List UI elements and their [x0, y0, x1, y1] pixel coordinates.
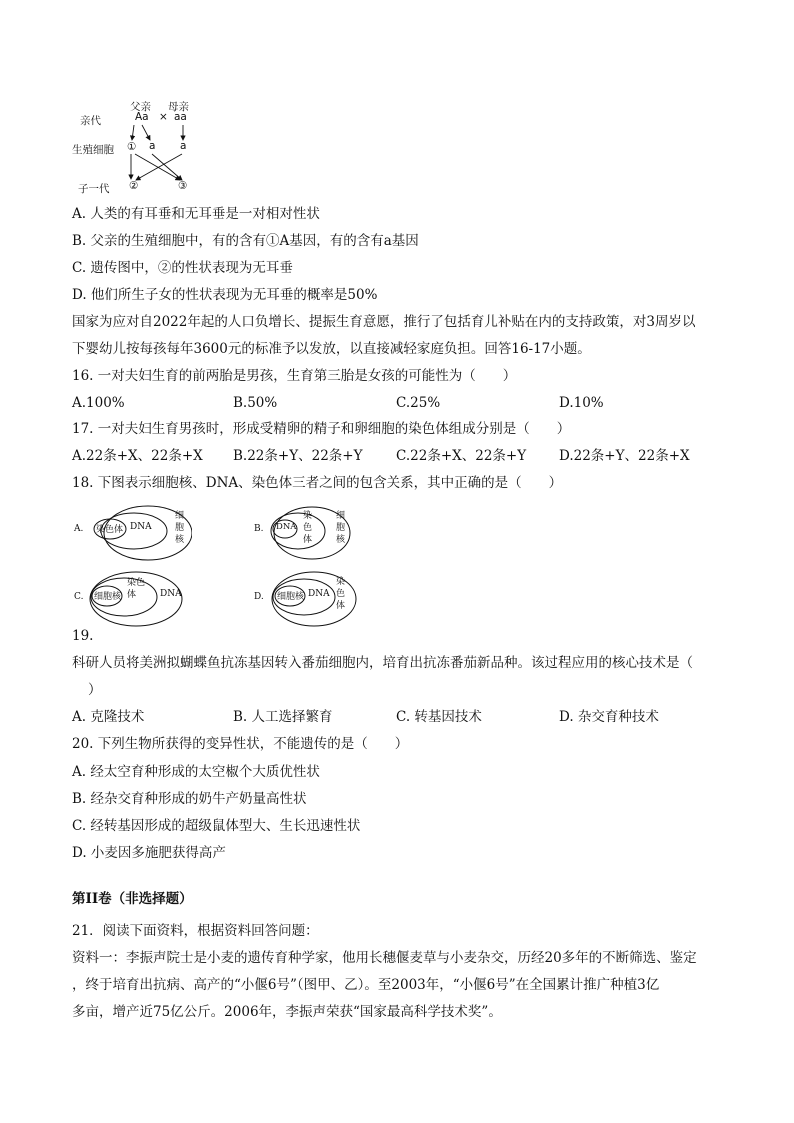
pedigree-diagram [72, 96, 212, 196]
q16-option-c: C.25% [396, 395, 441, 411]
q18-b-letter: B. [254, 524, 264, 534]
q20-option-d: D. 小麦因多施肥获得高产 [72, 845, 226, 861]
q17-option-a: A.22条+X、22条+X [72, 448, 203, 464]
q17-stem: 17. 一对夫妇生育男孩时，形成受精卵的精子和卵细胞的染色体组成分别是（ ） [72, 421, 571, 437]
q16-option-a: A.100% [72, 395, 125, 411]
q18-d-letter: D. [254, 592, 264, 602]
q19-option-b: B. 人工选择繁育 [233, 709, 333, 725]
q18-c-outer-label: DNA [160, 589, 182, 599]
pedigree-gamete-3: a [180, 140, 187, 152]
pedigree-mother-label: 母亲 [168, 101, 189, 113]
q18-c-middle-label: 染色体 [127, 578, 146, 600]
q20-option-a: A. 经太空育种形成的太空椒个大质优性状 [72, 764, 320, 780]
q17-option-b: B.22条+Y、22条+Y [233, 448, 363, 464]
q18-d-inner-label: 细胞核 [277, 592, 305, 602]
q18-c-inner-label: 细胞核 [94, 592, 122, 602]
pedigree-father-label: 父亲 [130, 101, 151, 113]
pedigree-row-child: 子一代 [78, 183, 110, 195]
pedigree-child-2: ③ [178, 180, 188, 192]
section-2-title: 第II卷（非选择题） [72, 891, 193, 907]
q18-b-outer-label: 细胞核 [336, 511, 346, 545]
q21-stem: 21．阅读下面资料，根据资料回答问题： [72, 923, 319, 939]
pedigree-arrows [72, 96, 212, 196]
q18-a-ellipses [72, 504, 192, 562]
pedigree-gamete-1: ① [127, 141, 137, 153]
pedigree-cross-symbol: × [159, 111, 168, 123]
pedigree-gamete-2: a [149, 140, 156, 152]
pedigree-child-1: ② [129, 180, 139, 192]
q15-option-b: B. 父亲的生殖细胞中，有的含有①A基因，有的含有a基因 [72, 233, 419, 249]
q18-c-letter: C. [74, 592, 84, 602]
q15-option-d: D. 他们所生子女的性状表现为无耳垂的概率是50% [72, 287, 378, 303]
q16-option-b: B.50% [233, 395, 278, 411]
q18-diagram-b [252, 504, 352, 562]
q18-a-outer-label: 细胞核 [175, 511, 185, 545]
q18-a-middle-label: DNA [130, 522, 152, 532]
q18-b-inner-label: DNA [276, 522, 297, 532]
q20-option-c: C. 经转基因形成的超级鼠体型大、生长迅速性状 [72, 818, 361, 834]
q20-option-b: B. 经杂交育种形成的奶牛产奶量高性状 [72, 791, 307, 807]
q21-material-line-3: 多亩，增产近75亿公斤。2006年，李振声荣获“国家最高科学技术奖”。 [72, 1004, 502, 1020]
q21-material-line-2: ，终于培育出抗病、高产的“小偃6号”（图甲、乙）。至2003年，“小偃6号”在全国累计推广种植3亿 [72, 977, 660, 993]
q15-option-c: C. 遗传图中，②的性状表现为无耳垂 [72, 260, 293, 276]
q18-diagram-c [72, 570, 192, 628]
q17-option-d: D.22条+Y、22条+X [559, 448, 690, 464]
passage-16-line-2: 下婴幼儿按每孩每年3600元的标准予以发放，以直接减轻家庭负担。回答16-17小题。 [72, 341, 591, 357]
q19-option-c: C. 转基因技术 [396, 709, 482, 725]
q19-stem-line-1: 科研人员将美洲拟蝴蝶鱼抗冻基因转入番茄细胞内，培育出抗冻番茄新品种。该过程应用的核心技术是（ [72, 655, 693, 671]
q18-b-middle-label: 染色体 [303, 511, 313, 545]
q18-d-middle-label: DNA [308, 589, 330, 599]
q18-a-letter: A. [74, 524, 84, 534]
q19-stem-line-2: ） [88, 682, 102, 698]
q15-option-a: A. 人类的有耳垂和无耳垂是一对相对性状 [72, 206, 320, 222]
q16-option-d: D.10% [559, 395, 604, 411]
q19-option-d: D. 杂交育种技术 [559, 709, 659, 725]
q19-number: 19. [72, 628, 94, 644]
pedigree-father-genotype: Aa [135, 111, 149, 123]
q20-stem: 20. 下列生物所获得的变异性状，不能遗传的是（ ） [72, 736, 409, 752]
q18-stem: 18. 下图表示细胞核、DNA、染色体三者之间的包含关系，其中正确的是（ ） [72, 475, 563, 491]
q18-diagram-d [252, 570, 362, 628]
q18-d-outer-label: 染色体 [336, 577, 346, 611]
pedigree-mother-genotype: aa [174, 111, 187, 123]
q18-diagram-a [72, 504, 192, 562]
pedigree-row-gamete: 生殖细胞 [72, 144, 114, 156]
q18-a-inner-label: 染色体 [96, 525, 124, 535]
passage-16-line-1: 国家为应对自2022年起的人口负增长、提振生育意愿，推行了包括育儿补贴在内的支持政策，对3周岁以 [72, 314, 696, 330]
q16-stem: 16. 一对夫妇生育的前两胎是男孩，生育第三胎是女孩的可能性为（ ） [72, 368, 517, 384]
q17-option-c: C.22条+X、22条+Y [396, 448, 527, 464]
q21-material-line-1: 资料一：李振声院士是小麦的遗传育种学家，他用长穗偃麦草与小麦杂交，历经20多年的不断筛选、鉴定 [72, 950, 697, 966]
q19-option-a: A. 克隆技术 [72, 709, 145, 725]
pedigree-row-parent: 亲代 [80, 115, 101, 127]
